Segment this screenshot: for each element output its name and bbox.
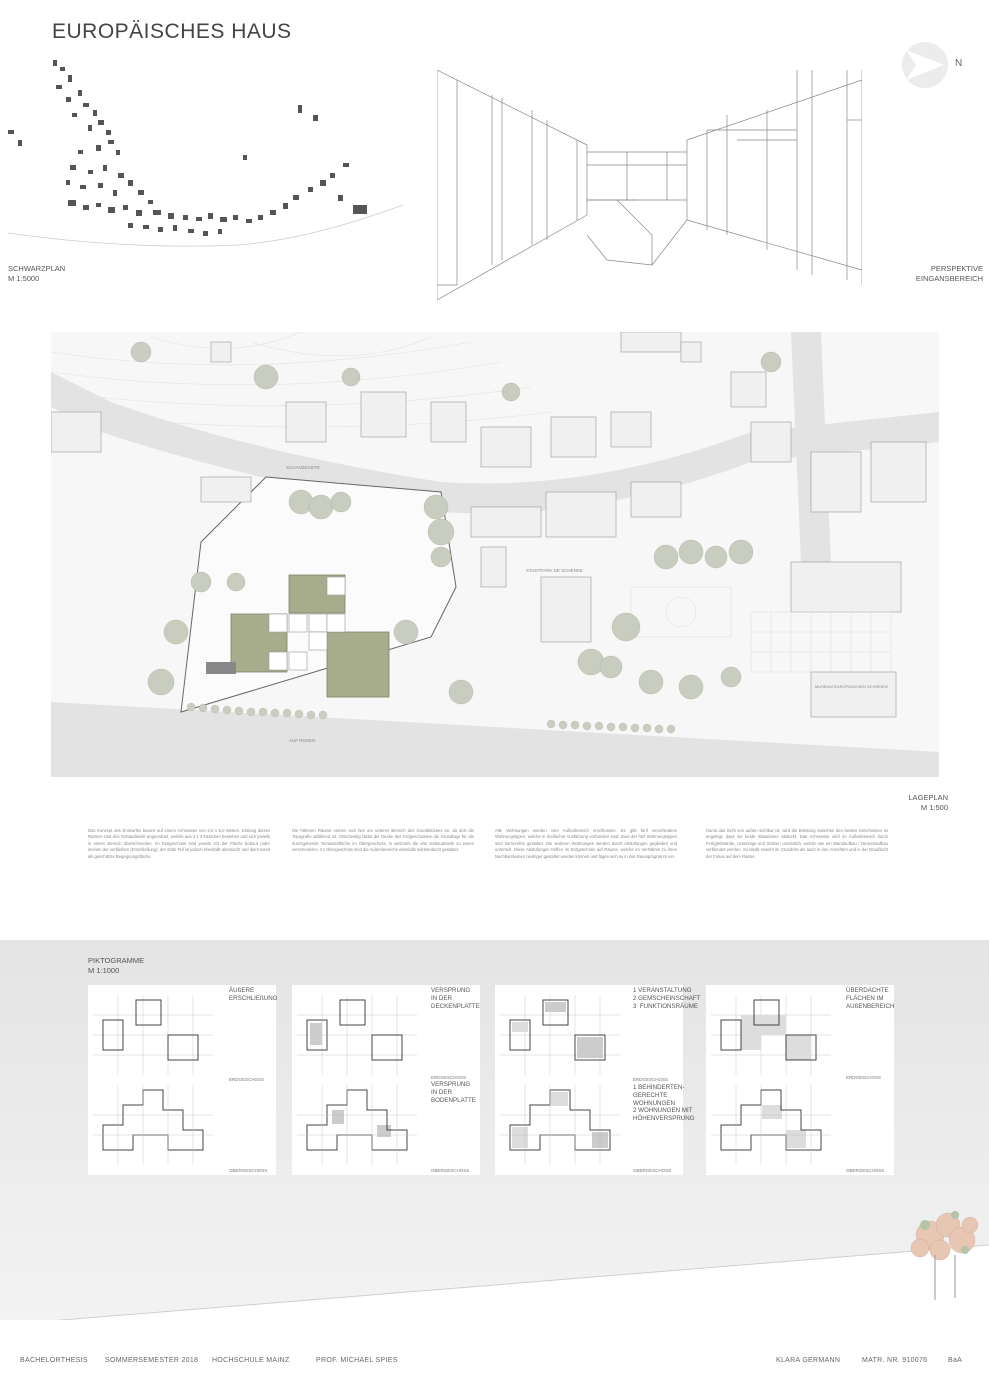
- pictogram-note-2b: VERSPRUNG IN DER BODENPLATTE: [431, 1081, 476, 1104]
- perspektive-title: PERSPEKTIVE: [930, 264, 983, 273]
- perspective-drawing: [437, 70, 862, 300]
- pictogram-note-2: VERSPRUNG IN DER DECKENPLATTE: [431, 987, 480, 1010]
- pictogram-floor-eg-3: ERDGESCHOSS: [633, 1077, 669, 1082]
- piktogramme-label: [88, 956, 144, 976]
- pictogram-floor-eg-1: ERDGESCHOSS: [229, 1077, 265, 1082]
- pictogram-drawing-3: [495, 985, 630, 1170]
- pictogram-note-1: ÄUßERE ERSCHLIEßUNG: [229, 987, 278, 1002]
- footer-school: HOCHSCHULE MAINZ: [212, 1357, 290, 1364]
- lageplan-label: [900, 793, 948, 813]
- pictogram-card-1: [88, 985, 276, 1175]
- pictogram-floor-og-3: OBERGESCHOSS: [633, 1168, 672, 1173]
- pictogram-note-4: ÜBERDACHTE FLÄCHEN IM AUßENBEREICH: [846, 987, 895, 1010]
- park-label: STADTPARK DE SCHENKE: [526, 568, 583, 573]
- schwarzplan-map: [8, 55, 403, 255]
- pictogram-drawing-1: [88, 985, 223, 1170]
- footer-thesis: BACHELORTHESIS: [20, 1357, 88, 1364]
- text-column-3: Alle Wohnungen werden vom Außenbereich erschlossen. Es gibt fünf verschiedene Wohnungstypen, welche in dreifacher Ausführung vorhanden sind. Zwei der fünf Wohnungstypen sind barrierefrei gestaltet. Die anderen Wohnungen werden durch Abstufungen gegliedert und unterteilt. Diese Abstufungen treffen im Erdgeschoss auf Räume, welche im Verhältnis zu ihren Nachbarräumen niedriger gestaltet werden können und fügen sich so in das Raumprogramm ein.: [495, 828, 677, 859]
- museum-label: MUSEUM EUROPÄISCHEN SCHIENEN: [815, 684, 888, 689]
- pictogram-floor-og-2: OBERGESCHOSS: [431, 1168, 470, 1173]
- pictogram-drawing-2: [292, 985, 427, 1170]
- piktogramme-scale: M 1:1000: [88, 966, 120, 975]
- pictogram-floor-eg-4: ERDGESCHOSS: [846, 1075, 882, 1080]
- footer-professor: PROF. MICHAEL SPIES: [316, 1357, 398, 1364]
- text-column-4: Damit das nicht von außen sichtbar ist, wird die Brüstung zwischen den beiden Geschossen so angelegt, dass sie beide Situationen abdeckt. Das Achsraster wird im Außenbereich durch Fertigteilwände, Unterzüge und Stützen umrisslich, welche wie ein Wandaufbau / Deckenaufbau verblendet werden. So bleibt sowohl im Grundriss als auch in den Ansichten und in der Draufsicht der Fokus auf dem Raster.: [706, 828, 888, 859]
- pictogram-floor-og-4: OBERGESCHOSS: [846, 1168, 885, 1173]
- schwarzplan-scale: M 1:5000: [8, 274, 40, 283]
- lageplan-title: LAGEPLAN: [908, 793, 948, 802]
- pictogram-floor-eg-2: ERDGESCHOSS: [431, 1075, 467, 1080]
- street-label-south: AUF ROSEN: [289, 738, 316, 743]
- perspektive-label: [905, 264, 983, 284]
- pictogram-card-3: [495, 985, 701, 1175]
- street-label-north: SCHANZENSTR.: [286, 465, 322, 470]
- footer-degree: BaA: [948, 1357, 963, 1364]
- perspektive-sublabel: EINGANSBEREICH: [915, 274, 983, 283]
- pictogram-note-3b: 1 BEHINDERTEN- GERECHTE WOHNUNGEN 2 WOHNUNGEN MIT HÖHENVERSPRUNG: [633, 1084, 695, 1123]
- footer: [0, 1353, 989, 1373]
- schwarzplan-label: [8, 264, 65, 284]
- north-arrow-icon: [900, 40, 950, 90]
- poster-title: EUROPÄISCHES HAUS: [52, 20, 292, 43]
- footer-author: KLARA GERMANN: [776, 1357, 841, 1364]
- footer-semester: SOMMERSEMESTER 2018: [105, 1357, 199, 1364]
- lageplan-site-plan: [51, 332, 939, 777]
- schwarzplan-title: SCHWARZPLAN: [8, 264, 66, 273]
- footer-matr: MATR. NR. 910076: [862, 1357, 928, 1364]
- pictogram-drawing-4: [706, 985, 841, 1170]
- pictogram-card-2: [292, 985, 480, 1175]
- text-column-2: Die höheren Räume ordnen sich hier am unteren Bereich des Grundstückes an, da dort die Topografie abfallend ist. Gleichzeitig bildet die Decke des Erdgeschosses die Grundlage für die durchgehende Terrassenfläche im Obergeschoss, in welchem die drei Gebäudeteile zu einem verschmelzen. Im Obergeschoss sind die Außenbereiche ebenfalls teilüberdacht gestaltet.: [292, 828, 474, 853]
- pictogram-note-3: 1 VERANSTALTUNG 2 GEMSCHEINSCHAFT 3 FUNKTIONSRÄUME: [633, 987, 701, 1010]
- pictogram-floor-og-1: OBERGESCHOSS: [229, 1168, 268, 1173]
- pictogram-card-4: [706, 985, 894, 1175]
- north-label: N: [955, 58, 963, 69]
- lageplan-scale: M 1:500: [920, 803, 948, 812]
- text-column-1: Das Konzept des Entwurfes basiert auf einem Achsraster von 6,0 x 6,0 Metern. Entlang dieses Rasters sind drei Gebäudeteile angeordnet, welche aus 3 x 3 Kästchen bestehen und sich jeweils in einem Bereich überschneiden. Im Erdgeschoss sind jeweils 2/3 der Fläche bebaut (oder ineinen der verbleiben (Erschließung), der dritte Teil ist jedoch ebenfalls überdacht und dient somit als geschützte Begegnungsfläche.: [88, 828, 270, 859]
- piktogramme-title: PIKTOGRAMME: [88, 956, 145, 965]
